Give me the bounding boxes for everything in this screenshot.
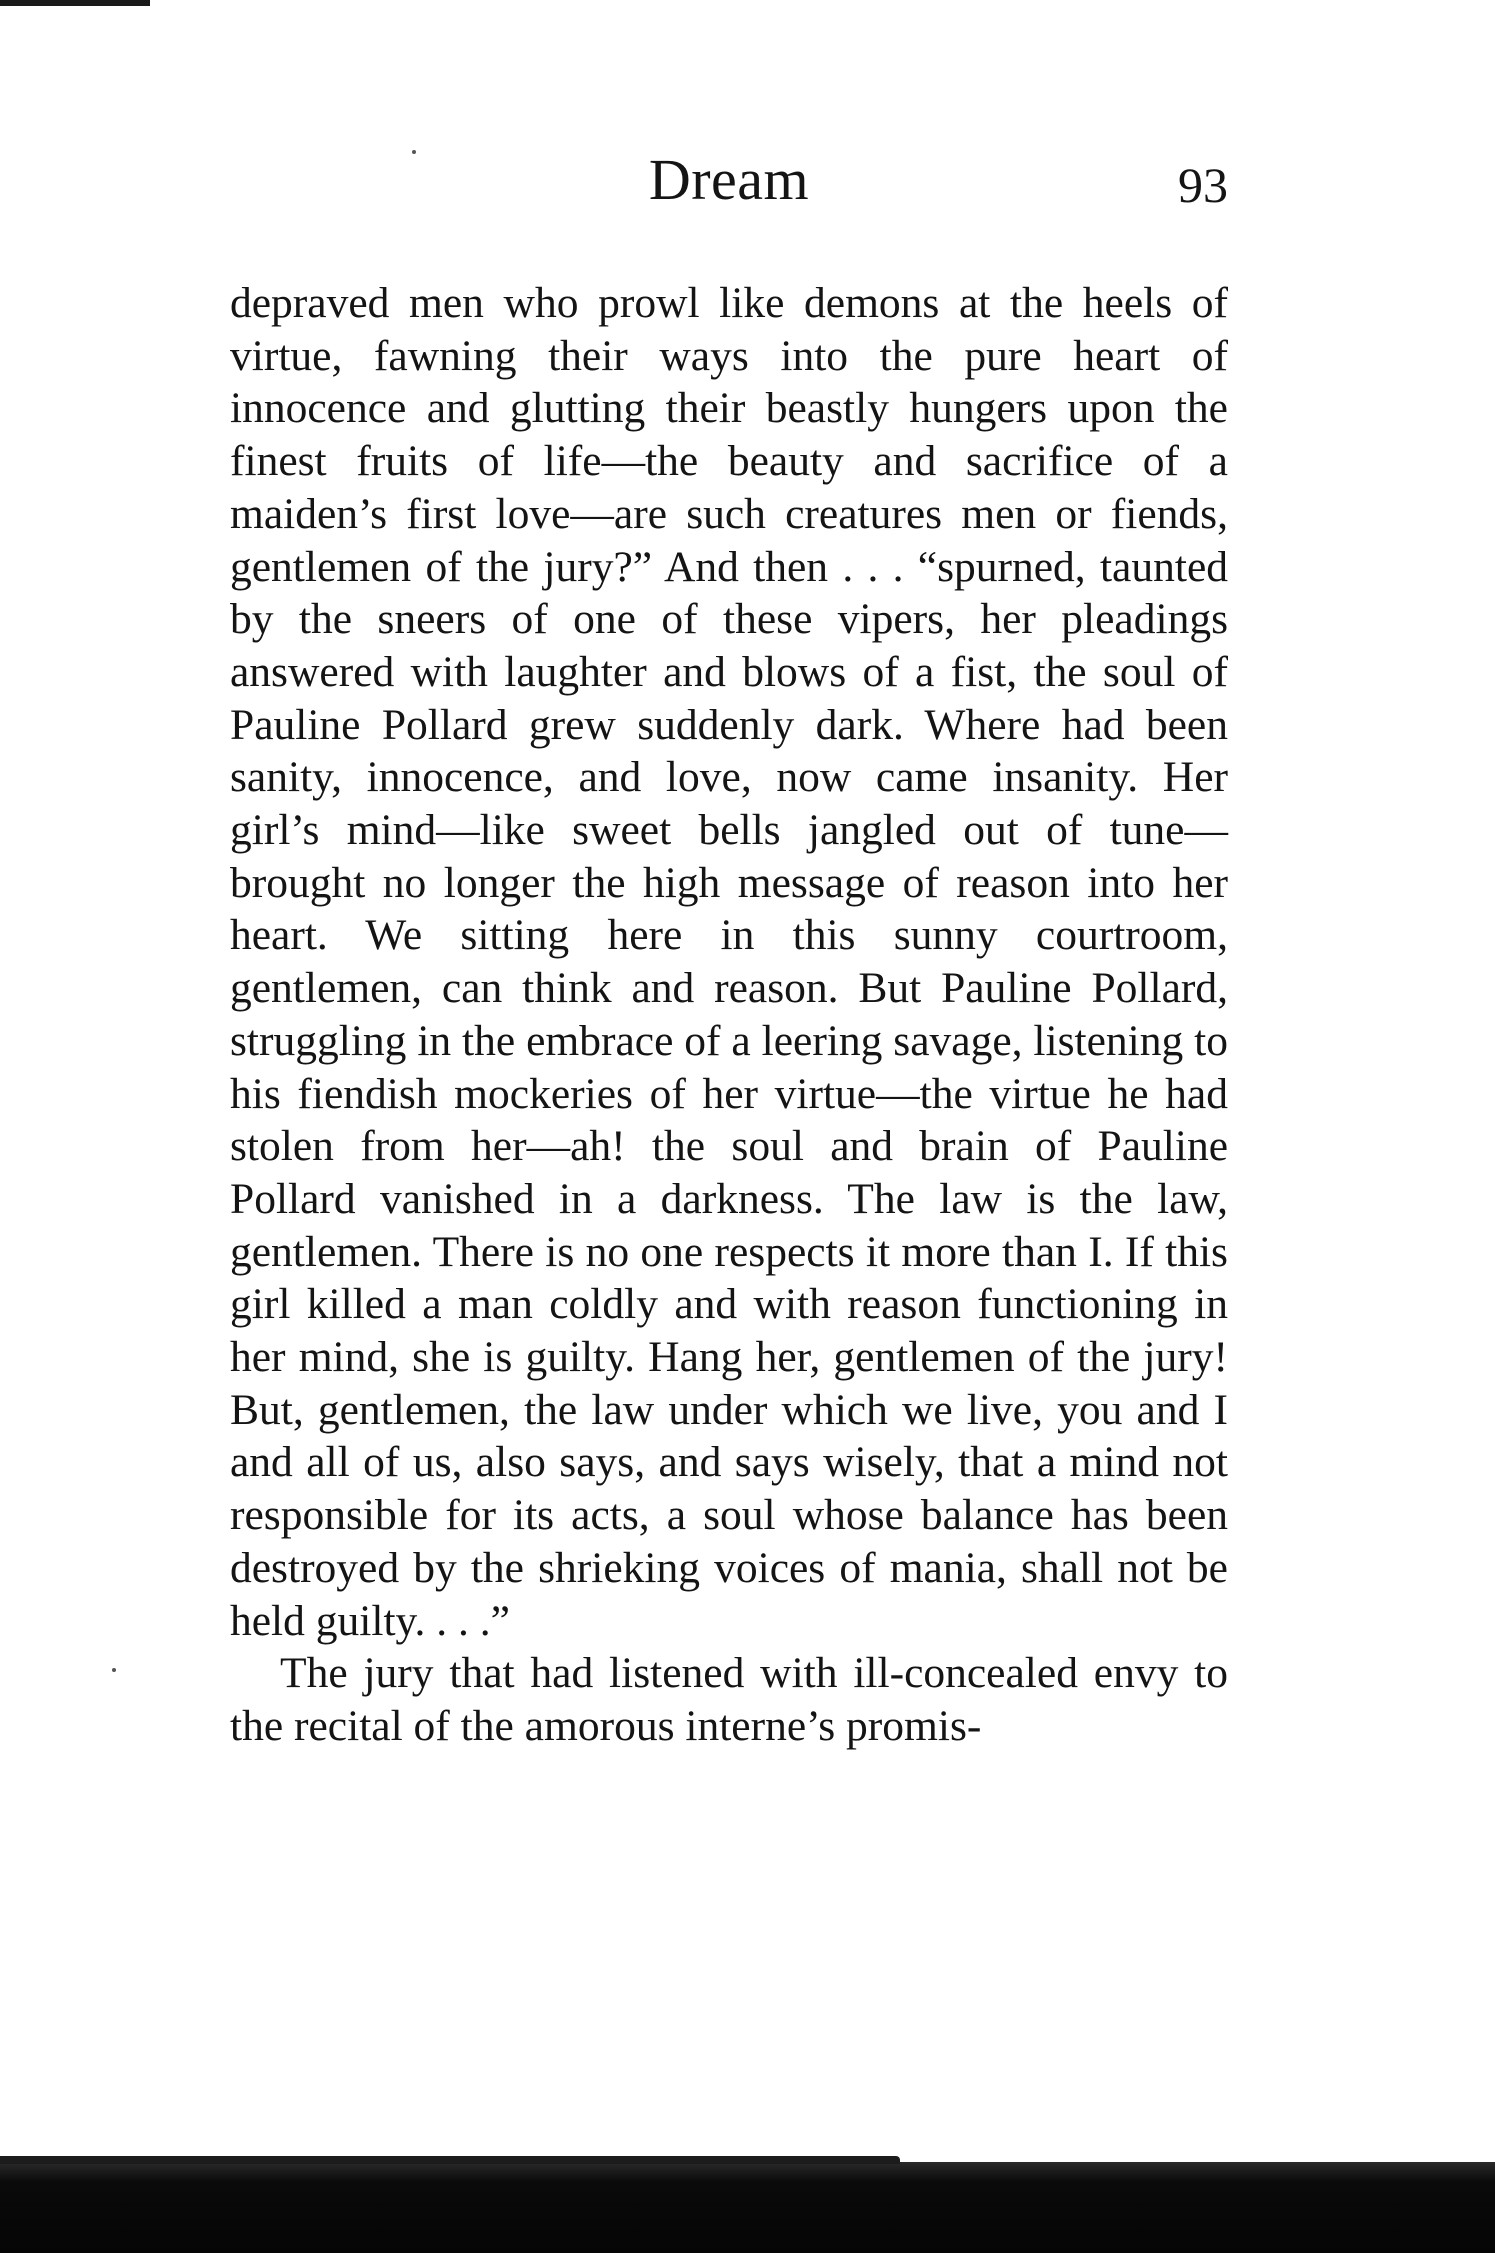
page-header xyxy=(230,140,1228,220)
paragraph-jury: The jury that had listened with ill-concealed envy to the recital of the amorous interne’s promis- xyxy=(230,1649,1228,1750)
running-title: Dream xyxy=(648,147,810,212)
scan-border-band xyxy=(0,2162,1495,2253)
page-number: 93 xyxy=(1178,157,1228,213)
scan-edge-mark xyxy=(0,0,150,6)
paragraph-continued: depraved men who prowl like demons at the heels of virtue, fawning their ways into the pure heart of innocence and glutting their beastly hungers upon the finest fruits of life—the beauty and sacrifice of a maiden’s first love—are such creatures men or fiends, gentlemen of the jury?” And then . . . “spurned, taunted by the sneers of one of these vipers, her pleadings answered with laughter and blows of a fist, the soul of Pauline Pollard grew suddenly dark. Where had been sanity, innocence, and love, now came insanity. Her girl’s mind—like sweet bells jangled out of tune—brought no longer the high message of reason into her heart. We sitting here in this sunny courtroom, gentlemen, can think and reason. But Pauline Pollard, struggling in the embrace of a leering savage, listening to his fiendish mockeries of her virtue—the virtue he had stolen from her—ah! the soul and brain of Pauline Pollard vanished in a darkness. The law is the law, gentlemen. There is no one respects it more than I. If this girl killed a man coldly and with reason functioning in her mind, she is guilty. Hang her, gentlemen of the jury! But, gentlemen, the law under which we live, you and I and all of us, also says, and says wisely, that a mind not responsible for its acts, a soul whose balance has been destroyed by the shrieking voices of mania, shall not be held guilty. . . .” xyxy=(230,279,1228,1645)
scan-speck xyxy=(412,150,416,154)
body-text xyxy=(230,277,1228,1753)
scan-speck xyxy=(112,1668,116,1672)
